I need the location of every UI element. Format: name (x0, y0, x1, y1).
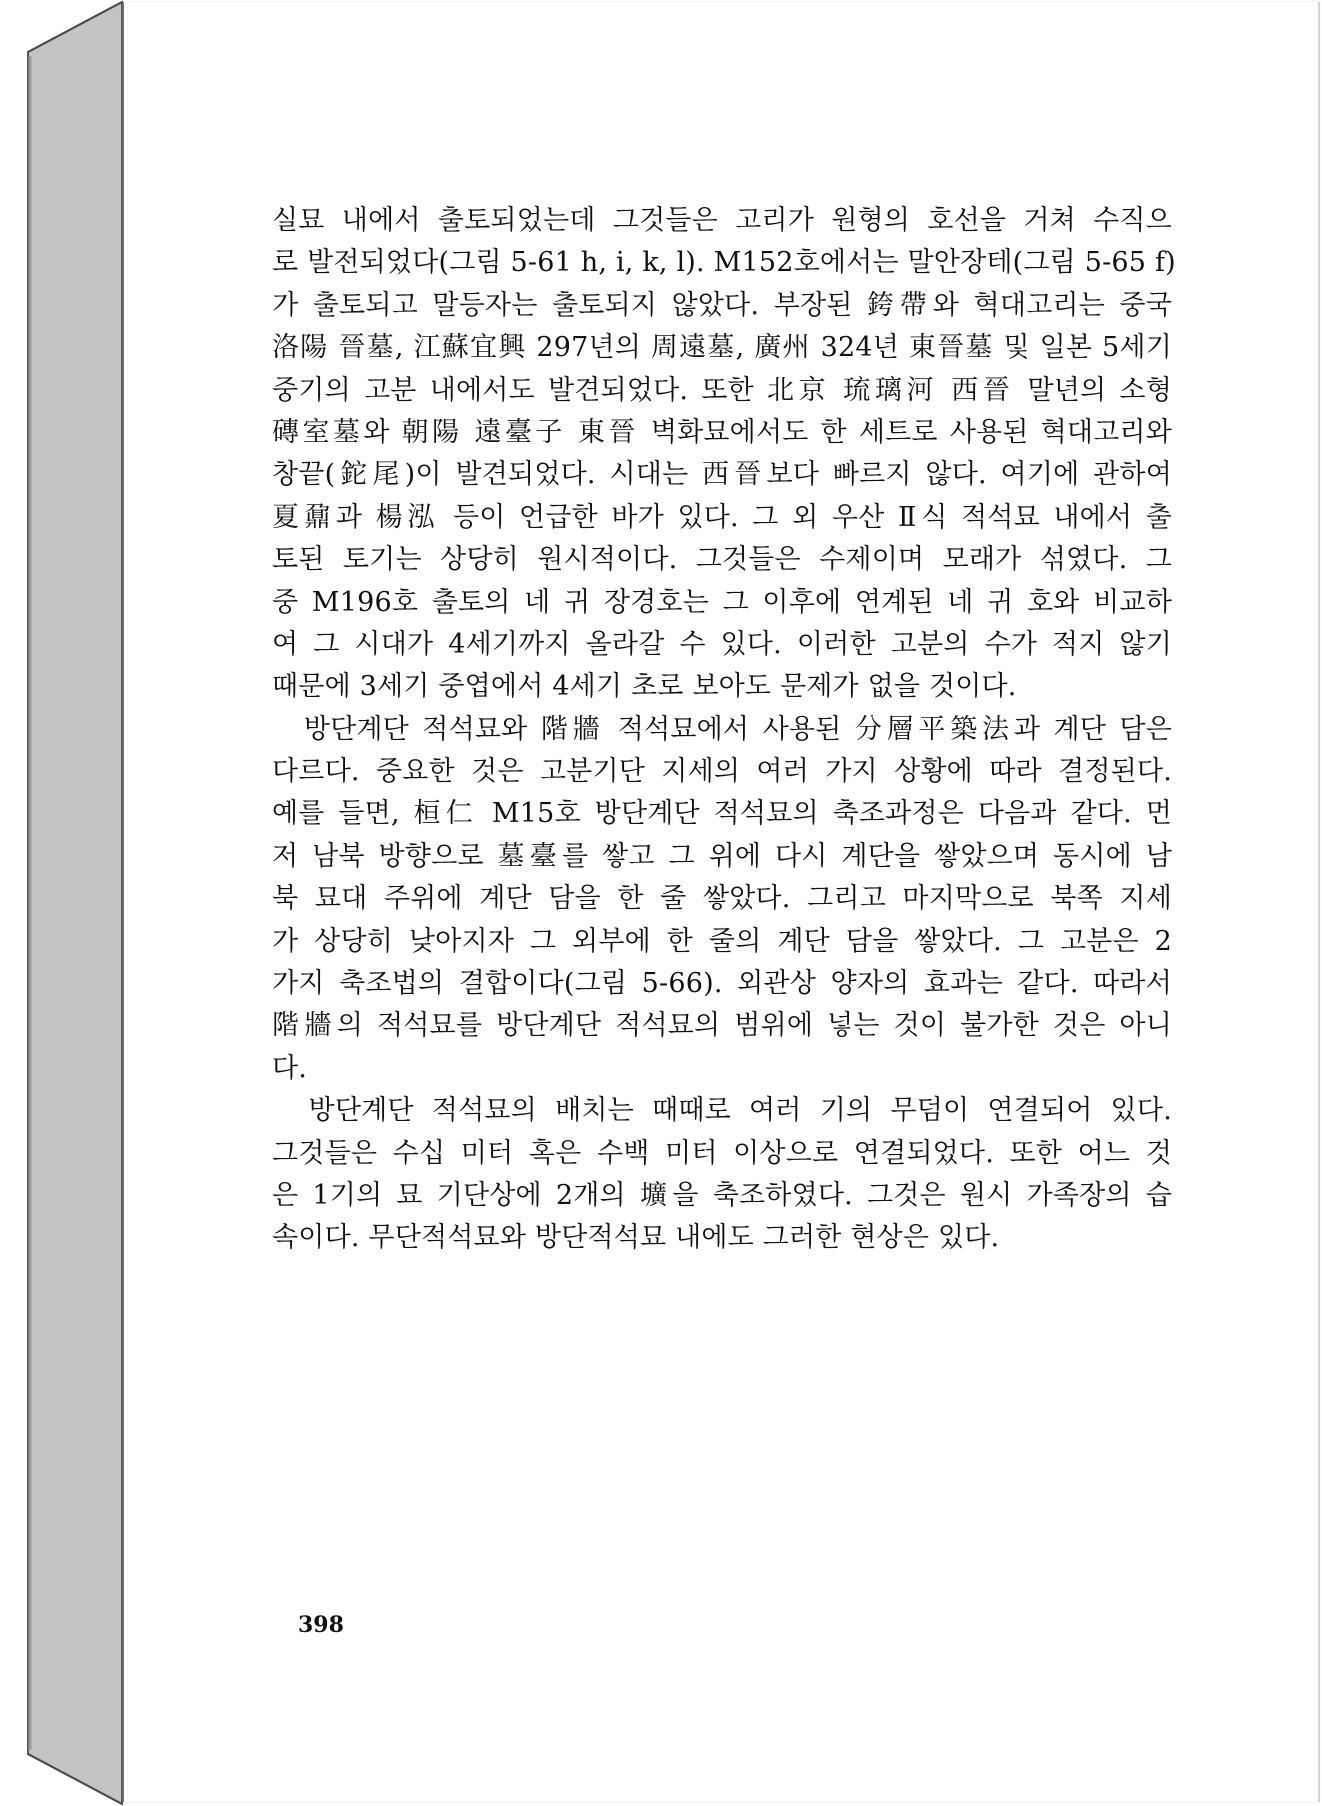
text-line: 은 1기의 묘 기단상에 2개의 壙을 축조하였다. 그것은 원시 가족장의 습 (272, 1179, 1172, 1211)
text-line: 속이다. 무단적석묘와 방단적석묘 내에도 그러한 현상은 있다. (272, 1222, 1000, 1254)
text-line: 磚室墓와 朝陽 遠臺子 東晉 벽화묘에서도 한 세트로 사용된 혁대고리와 (272, 416, 1172, 448)
paragraph (272, 1090, 1172, 1260)
text-line: 여 그 시대가 4세기까지 올라갈 수 있다. 이러한 고분의 수가 적지 않기 (272, 628, 1172, 660)
text-line: 그것들은 수십 미터 혹은 수백 미터 이상으로 연결되었다. 또한 어느 것 (272, 1137, 1172, 1169)
text-line: 토된 토기는 상당히 원시적이다. 그것들은 수제이며 모래가 섞였다. 그 (272, 544, 1172, 576)
text-line: 예를 들면, 桓仁 M15호 방단계단 적석묘의 축조과정은 다음과 같다. 먼 (272, 798, 1172, 830)
text-line: 가 출토되고 말등자는 출토되지 않았다. 부장된 銙帶와 혁대고리는 중국 (272, 289, 1172, 321)
text-line: 방단계단 적석묘와 階牆 적석묘에서 사용된 分層平築法과 계단 담은 (272, 713, 1172, 745)
text-line: 가지 축조법의 결합이다(그림 5-66). 외관상 양자의 효과는 같다. 따라서 (272, 968, 1172, 1000)
book-spine (28, 2, 122, 1804)
text-line: 중 M196호 출토의 네 귀 장경호는 그 이후에 연계된 네 귀 호와 비교하 (272, 586, 1172, 618)
body-text (272, 200, 1176, 1260)
text-line: 북 묘대 주위에 계단 담을 한 줄 쌓았다. 그리고 마지막으로 북쪽 지세 (272, 883, 1172, 915)
text-line: 가 상당히 낮아지자 그 외부에 한 줄의 계단 담을 쌓았다. 그 고분은 2 (272, 925, 1172, 957)
text-line: 방단계단 적석묘의 배치는 때때로 여러 기의 무덤이 연결되어 있다. (272, 1095, 1172, 1127)
text-line: 창끝(鉈尾)이 발견되었다. 시대는 西晉보다 빠르지 않다. 여기에 관하여 (272, 459, 1172, 491)
text-line: 洛陽 晉墓, 江蘇宜興 297년의 周遠墓, 廣州 324년 東晉墓 및 일본 5세기 (272, 332, 1172, 364)
text-line: 때문에 3세기 중엽에서 4세기 초로 보아도 문제가 없을 것이다. (272, 671, 1017, 703)
text-line: 階牆의 적석묘를 방단계단 적석묘의 범위에 넣는 것이 불가한 것은 아니 (272, 1010, 1172, 1042)
paragraph (272, 200, 1176, 709)
page-number: 398 (298, 1612, 344, 1638)
text-line: 저 남북 방향으로 墓臺를 쌓고 그 위에 다시 계단을 쌓았으며 동시에 남 (272, 840, 1172, 872)
paragraph (272, 709, 1172, 1091)
text-line: 중기의 고분 내에서도 발견되었다. 또한 北京 琉璃河 西晉 말년의 소형 (272, 374, 1172, 406)
text-line: 다르다. 중요한 것은 고분기단 지세의 여러 가지 상황에 따라 결정된다. (272, 756, 1172, 788)
text-line: 다. (272, 1052, 308, 1084)
text-line: 로 발전되었다(그림 5-61 h, i, k, l). M152호에서는 말안장테(그림 5-65 f) (272, 247, 1176, 279)
text-line: 실묘 내에서 출토되었는데 그것들은 고리가 원형의 호선을 거쳐 수직으 (272, 205, 1172, 236)
text-line: 夏鼐과 楊泓 등이 언급한 바가 있다. 그 외 우산 Ⅱ식 적석묘 내에서 출 (272, 501, 1172, 533)
page-right-edge (1318, 2, 1320, 1802)
